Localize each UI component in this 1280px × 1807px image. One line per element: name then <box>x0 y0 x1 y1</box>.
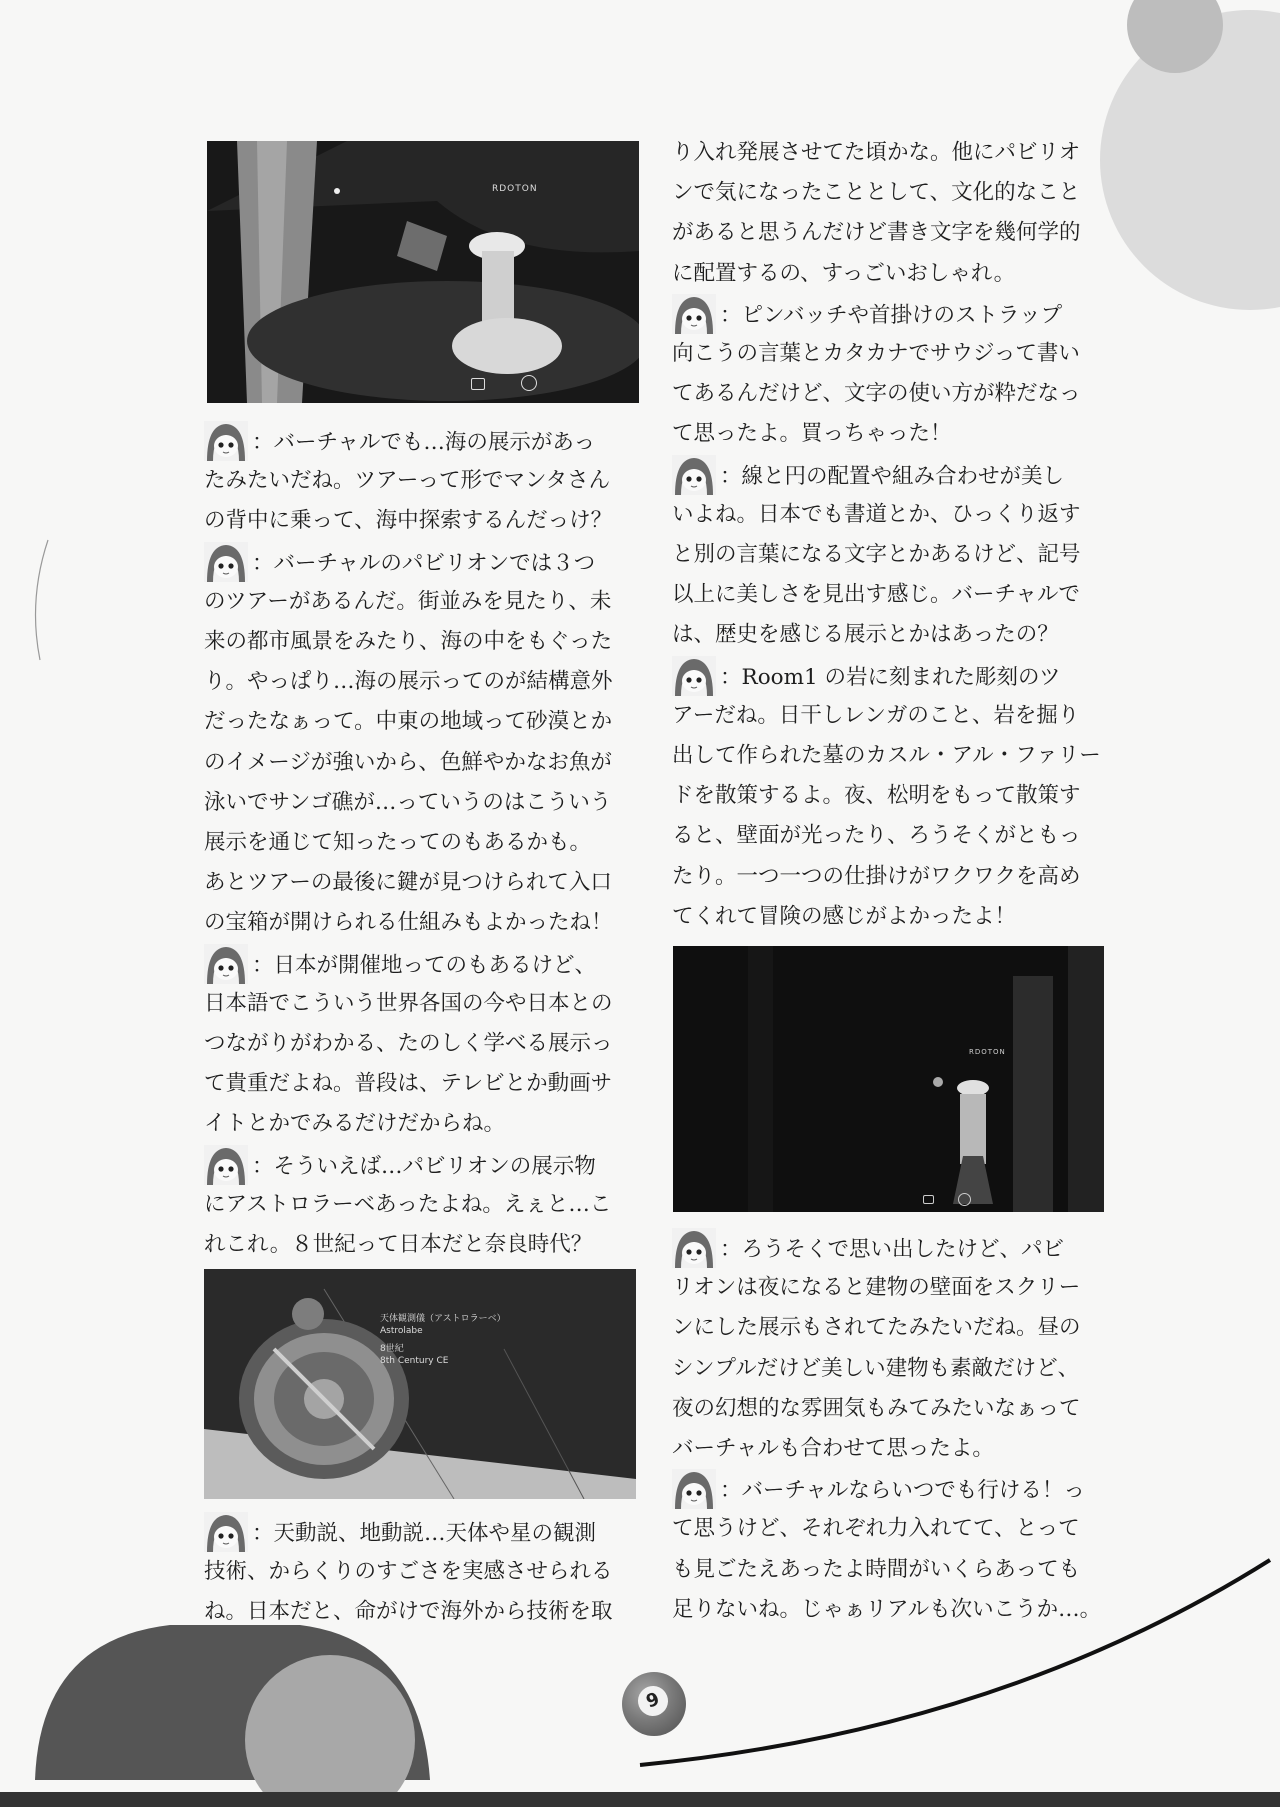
dialogue-text: ：そういえば…パビリオンの展示物 <box>252 1153 596 1179</box>
dialogue-line <box>204 461 610 501</box>
dialogue-line <box>672 1268 1080 1308</box>
dialogue-line <box>204 1552 613 1592</box>
dialogue-text: シンプルだけど美しい建物も素敵だけど、 <box>672 1355 1080 1381</box>
dialogue-line <box>672 656 1061 698</box>
dialogue-line <box>204 1145 596 1187</box>
dialogue-line <box>672 414 952 454</box>
speaker-avatar-icon <box>204 944 248 984</box>
dialogue-text: ンで気になったこととして、文化的なこと <box>672 180 1081 206</box>
dialogue-text: 日本語でこういう世界各国の今や日本との <box>204 990 613 1016</box>
dialogue-text: ：天動説、地動説…天体や星の観測 <box>252 1521 597 1546</box>
dialogue-text: ：ピンバッチや首掛けのストラップ <box>720 302 1063 328</box>
dialogue-text: ：日本が開催地ってのもあるけど、 <box>252 952 597 978</box>
dialogue-text: だったなぁって。中東の地域って砂漠とか <box>204 709 613 735</box>
dialogue-text: ると、壁面が光ったり、ろうそくがともっ <box>672 823 1081 849</box>
rdoton-corridor-photo <box>673 946 1104 1212</box>
dialogue-text: 展示を通じて知ったってのもあるかも。 <box>204 830 592 855</box>
dialogue-line <box>672 374 1081 414</box>
dialogue-text: の宝箱が開けられる仕組みもよかったね！ <box>204 910 613 936</box>
dialogue-text: 以上に美しさを見出す感じ。バーチャルで <box>672 582 1080 608</box>
caption-century-jp: 8世紀 <box>380 1344 404 1354</box>
speaker-avatar-icon <box>204 1145 248 1185</box>
smile-icon <box>521 375 537 391</box>
dialogue-text: 足りないね。じゃぁリアルも次いこうか…。 <box>672 1596 1102 1622</box>
dialogue-text: ：バーチャルのパビリオンでは３つ <box>252 550 596 576</box>
dialogue-text: 泳いでサンゴ礁が…っていうのはこういう <box>204 789 612 815</box>
astrolabe-photo <box>204 1269 636 1499</box>
dialogue-text: イトとかでみるだけだからね。 <box>204 1111 506 1137</box>
dialogue-line <box>204 622 612 662</box>
dialogue-line <box>204 1024 613 1064</box>
dialogue-line <box>204 944 596 986</box>
rdoton-label-right: RDOTON <box>969 1048 1006 1056</box>
dialogue-text: も見ごたえあったよ時間がいくらあっても <box>672 1556 1081 1582</box>
dialogue-text: て思ったよ。買っちゃった！ <box>672 421 952 447</box>
dialogue-line <box>204 1185 611 1225</box>
dialogue-line <box>204 984 613 1024</box>
dialogue-text: れこれ。８世紀って日本だと奈良時代？ <box>204 1232 593 1257</box>
dialogue-text: ：ろうそくで思い出したけど、パビ <box>720 1237 1065 1262</box>
dialogue-line <box>204 743 612 783</box>
page-number-ball <box>622 1672 686 1736</box>
dialogue-text: ：Room1 の岩に刻まれた彫刻のツ <box>720 664 1061 690</box>
dialogue-line <box>204 1104 505 1144</box>
dialogue-text: ドを散策するよ。夜、松明をもって散策す <box>672 783 1081 809</box>
speaker-avatar-icon <box>204 421 248 461</box>
caption-en: Astrolabe <box>380 1326 423 1336</box>
dialogue-text: ね。日本だと、命がけで海外から技術を取 <box>204 1599 613 1625</box>
dialogue-line <box>672 254 1015 294</box>
rdoton-label: RDOTON <box>492 184 538 194</box>
speaker-avatar-icon <box>672 1469 716 1509</box>
speaker-avatar-icon <box>672 656 716 696</box>
dialogue-line <box>672 696 1079 736</box>
dialogue-text: のツアーがあるんだ。街並みを見たり、未 <box>204 588 612 614</box>
dialogue-text: 出して作られた墓のカスル・アル・ファリー <box>672 743 1101 768</box>
dialogue-line <box>672 294 1062 336</box>
dialogue-text: リオンは夜になると建物の壁面をスクリー <box>672 1275 1081 1301</box>
dialogue-line <box>204 1064 612 1104</box>
dialogue-text: アーだね。日干しレンガのこと、岩を掘り <box>672 702 1080 728</box>
dialogue-line <box>204 421 595 463</box>
dialogue-text: のイメージが強いから、色鮮やかなお魚が <box>204 749 612 775</box>
dialogue-line <box>672 1509 1080 1549</box>
dialogue-text: 来の都市風景をみたり、海の中をもぐった <box>204 629 613 654</box>
dialogue-text: ：バーチャルならいつでも行ける！っ <box>720 1478 1085 1504</box>
dialogue-line <box>204 542 595 584</box>
smile-icon <box>958 1193 971 1206</box>
dialogue-text: たり。一つ一つの仕掛けがワクワクを高め <box>672 863 1081 889</box>
dialogue-text: り入れ発展させてた頃かな。他にパビリオ <box>672 140 1081 165</box>
dialogue-text: 技術、からくりのすごさを実感させられる <box>204 1559 613 1585</box>
speaker-avatar-icon <box>204 542 248 582</box>
dialogue-line <box>672 776 1081 816</box>
dialogue-line <box>672 1389 1081 1429</box>
astrolabe-caption <box>380 1313 506 1367</box>
caption-century-en: 8th Century CE <box>380 1356 449 1366</box>
dialogue-text: てくれて冒険の感じがよかったよ！ <box>672 903 1017 929</box>
dialogue-line <box>672 897 1016 937</box>
dialogue-line <box>204 1225 592 1265</box>
faded-header <box>185 68 1055 108</box>
speaker-avatar-icon <box>204 1512 248 1552</box>
dialogue-line <box>204 582 611 622</box>
dialogue-line <box>204 783 611 823</box>
dialogue-line <box>672 455 1064 497</box>
dialogue-text: 向こうの言葉とカタカナでサウジって書い <box>672 341 1080 366</box>
dialogue-line <box>672 1469 1085 1511</box>
dialogue-text: 夜の幻想的な雰囲気もみてみたいなぁって <box>672 1395 1081 1421</box>
dialogue-line <box>672 736 1101 776</box>
dialogue-text: あとツアーの最後に鍵が見つけられて入口 <box>204 870 612 896</box>
dialogue-text: つながりがわかる、たのしく学べる展示っ <box>204 1031 613 1056</box>
dialogue-line <box>672 213 1081 253</box>
dialogue-text: の背中に乗って、海中探索するんだっけ？ <box>204 508 613 534</box>
dialogue-line <box>672 1550 1080 1590</box>
dialogue-line <box>204 501 612 541</box>
dialogue-text: は、歴史を感じる展示とかはあったの？ <box>672 622 1059 648</box>
dialogue-line <box>204 1512 596 1554</box>
dialogue-line <box>672 615 1059 655</box>
dialogue-line <box>204 863 612 903</box>
dialogue-text: てあるんだけど、文字の使い方が粋だなっ <box>672 381 1081 407</box>
dialogue-line <box>204 903 613 943</box>
speaker-avatar-icon <box>672 1228 716 1268</box>
dialogue-text: バーチャルも合わせて思ったよ。 <box>672 1436 994 1461</box>
dialogue-line <box>672 575 1080 615</box>
dialogue-line <box>672 133 1080 173</box>
dialogue-line <box>204 1592 613 1632</box>
dialogue-text: に配置するの、すっごいおしゃれ。 <box>672 260 1016 286</box>
dialogue-text: ンにした展示もされてたみたいだね。昼の <box>672 1315 1081 1341</box>
rdoton-night-scene-photo <box>207 141 639 403</box>
dialogue-text: て貴重だよね。普段は、テレビとか動画サ <box>204 1071 613 1097</box>
page-number: 9 <box>634 1682 672 1720</box>
dialogue-text: にアストロラーベあったよね。えぇと…こ <box>204 1191 612 1217</box>
dialogue-line <box>204 702 612 742</box>
caption-jp: 天体観測儀（アストロラーベ） <box>380 1314 506 1324</box>
dialogue-text: ：バーチャルでも…海の展示があっ <box>252 430 596 455</box>
dialogue-text: ：線と円の配置や組み合わせが美し <box>720 463 1065 489</box>
dialogue-line <box>672 173 1080 213</box>
dialogue-line <box>672 1228 1064 1270</box>
dialogue-line <box>204 662 613 702</box>
dialogue-text: いよね。日本でも書道とか、ひっくり返す <box>672 501 1081 527</box>
dialogue-line <box>672 1308 1081 1348</box>
dialogue-line <box>672 495 1081 535</box>
lock-icon <box>923 1195 934 1204</box>
dialogue-text: たみたいだね。ツアーって形でマンタさん <box>204 468 611 494</box>
dialogue-text: り。やっぱり…海の展示ってのが結構意外 <box>204 669 613 695</box>
dialogue-line <box>672 816 1081 856</box>
dialogue-line <box>672 857 1081 897</box>
dialogue-text: と別の言葉になる文字とかあるけど、記号 <box>672 542 1081 567</box>
dialogue-line <box>672 1349 1079 1389</box>
dialogue-line <box>672 334 1080 374</box>
dialogue-line <box>672 1429 994 1469</box>
dialogue-line <box>672 1590 1101 1630</box>
dialogue-line <box>204 823 591 863</box>
dialogue-text: があると思うんだけど書き文字を幾何学的 <box>672 220 1081 246</box>
speaker-avatar-icon <box>672 455 716 495</box>
speaker-avatar-icon <box>672 294 716 334</box>
dialogue-line <box>672 535 1081 575</box>
dialogue-text: て思うけど、それぞれ力入れてて、とって <box>672 1516 1080 1542</box>
lock-icon <box>471 378 485 390</box>
